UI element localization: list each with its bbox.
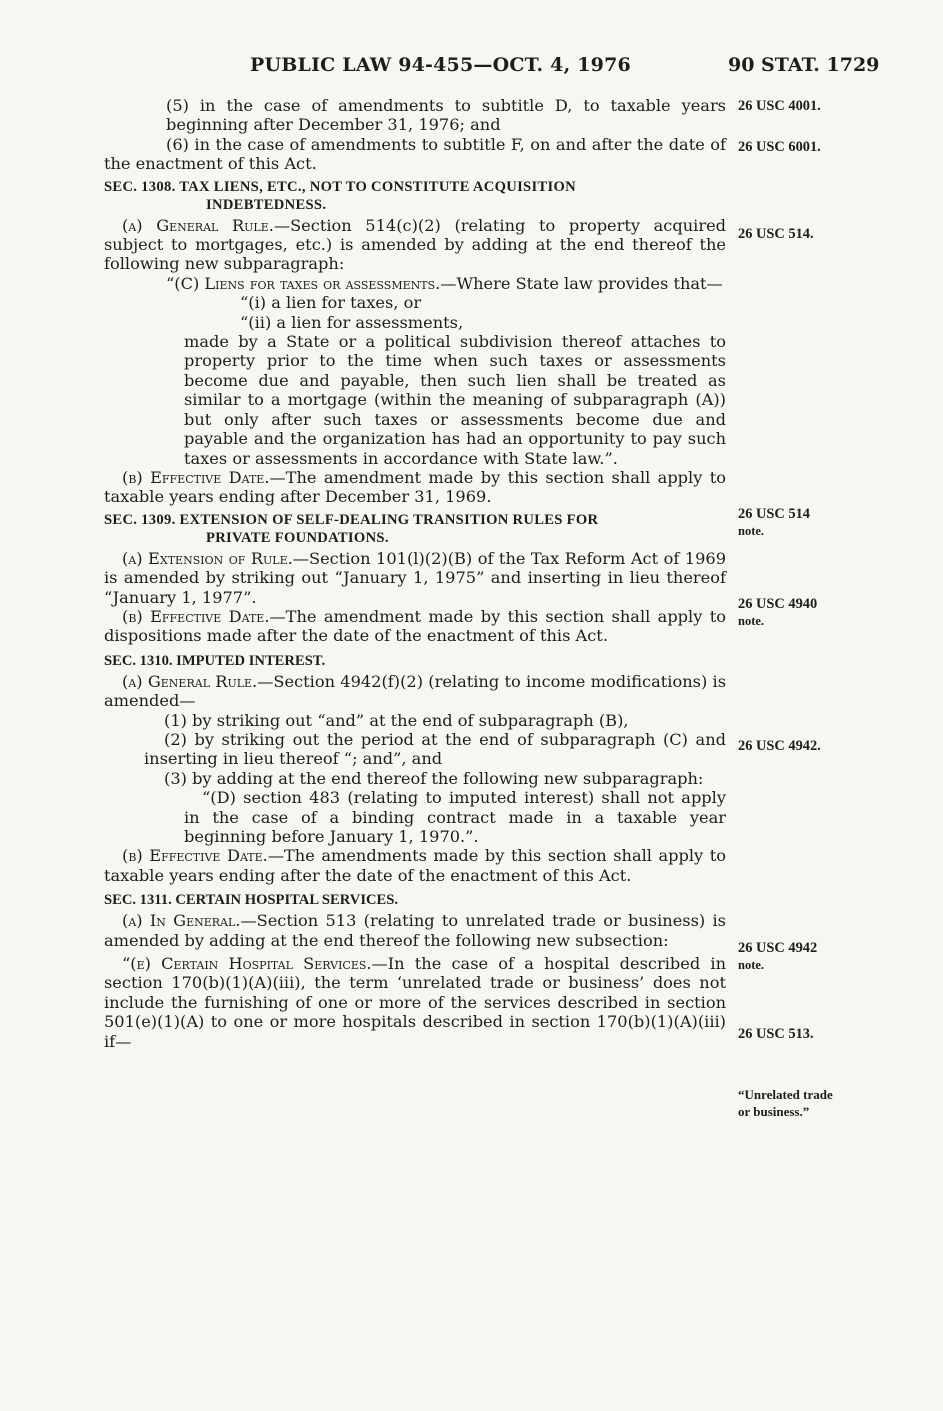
section-1308-heading: SEC. 1308. TAX LIENS, ETC., NOT TO CONSTITUTE ACQUISITION INDEBTEDNESS. xyxy=(104,178,576,213)
section-1311-heading: SEC. 1311. CERTAIN HOSPITAL SERVICES. xyxy=(104,892,399,909)
margin-note-26usc514: 26 USC 514. xyxy=(738,226,814,242)
stat-page-number: 90 STAT. 1729 xyxy=(728,54,880,76)
clause-i: “(i) a lien for taxes, or xyxy=(240,293,422,313)
section-1309-a: (a) Extension of Rule.—Section 101(l)(2)(B) of the Tax Reform Act of 1969 is amended by striking out “January 1, 1975” and inserting in lieu thereof “January 1, 1977”. xyxy=(104,548,726,607)
margin-note-26usc514-note: 26 USC 514 note. xyxy=(738,506,810,538)
clause-made-by: made by a State or a political subdivision thereof attaches to property prior to the time when such taxes or assessments become due and payable, then such lien shall be treated as similar to a mortgage (within the meaning of subparagraph (A)) but only after such taxes or assessments become due and payable and the organization has had an opportunity to pay such taxes or assessments in accordance with State law.”. xyxy=(184,332,726,468)
section-1310-a: (a) General Rule.—Section 4942(f)(2) (relating to income modifications) is amended— xyxy=(104,671,727,711)
body-text xyxy=(104,96,726,1051)
margin-note-26usc4942: 26 USC 4942. xyxy=(738,738,821,754)
law-title: PUBLIC LAW 94-455—OCT. 4, 1976 xyxy=(250,54,631,76)
paragraph-6: (6) in the case of amendments to subtitle F, on and after the date of the enactment of this Act. xyxy=(104,134,726,174)
margin-note-26usc4942-note: 26 USC 4942 note. xyxy=(738,940,818,972)
clause-ii: “(ii) a lien for assessments, xyxy=(240,312,464,332)
subparagraph-D: “(D) section 483 (relating to imputed interest) shall not apply in the case of a binding contract made in a taxable year beginning before January 1, 1970.”. xyxy=(184,788,726,846)
margin-note-26usc4001: 26 USC 4001. xyxy=(738,98,821,114)
section-1310-b: (b) Effective Date.—The amendments made by this section shall apply to taxable years ending after the date of the enactment of this Act. xyxy=(104,846,726,885)
subparagraph-C: “(C) Liens for taxes or assessments.—Where State law provides that— xyxy=(166,273,723,293)
margin-note-26usc6001: 26 USC 6001. xyxy=(738,139,821,155)
page-header xyxy=(0,54,943,82)
section-1309-b: (b) Effective Date.—The amendment made by this section shall apply to dispositions made after the date of the enactment of this Act. xyxy=(104,606,726,646)
section-1311-a: (a) In General.—Section 513 (relating to unrelated trade or business) is amended by adding at the end thereof the following new subsection: xyxy=(104,911,726,950)
item-2: (2) by striking out the period at the end of subparagraph (C) and inserting in lieu thereof “; and”, and xyxy=(144,729,726,769)
section-1310-heading: SEC. 1310. IMPUTED INTEREST. xyxy=(104,652,326,669)
subsection-e: “(e) Certain Hospital Services.—In the case of a hospital described in section 170(b)(1)(A)(iii), the term ‘unrelated trade or business’ does not include the furnishing of one or more of the services described in section 501(e)(1)(A) to one or more hospitals described in section 170(b)(1)(A)(iii) if— xyxy=(104,954,726,1051)
item-1: (1) by striking out “and” at the end of subparagraph (B), xyxy=(164,710,629,730)
margin-note-26usc4940-note: 26 USC 4940 note. xyxy=(738,596,818,628)
margin-note-26usc513: 26 USC 513. xyxy=(738,1026,814,1042)
margin-note-unrelated-trade: “Unrelated trade or business.” xyxy=(738,1087,833,1119)
item-3: (3) by adding at the end thereof the following new subparagraph: xyxy=(164,768,704,788)
section-1308-b: (b) Effective Date.—The amendment made by this section shall apply to taxable years ending after December 31, 1969. xyxy=(104,467,726,507)
paragraph-5: (5) in the case of amendments to subtitle D, to taxable years beginning after December 31, 1976; and xyxy=(166,96,726,135)
section-1308-a: (a) General Rule.—Section 514(c)(2) (relating to property acquired subject to mortgages, etc.) is amended by adding at the end thereof the following new subparagraph: xyxy=(104,215,727,274)
section-1309-heading: SEC. 1309. EXTENSION OF SELF-DEALING TRANSITION RULES FOR PRIVATE FOUNDATIONS. xyxy=(104,511,599,546)
